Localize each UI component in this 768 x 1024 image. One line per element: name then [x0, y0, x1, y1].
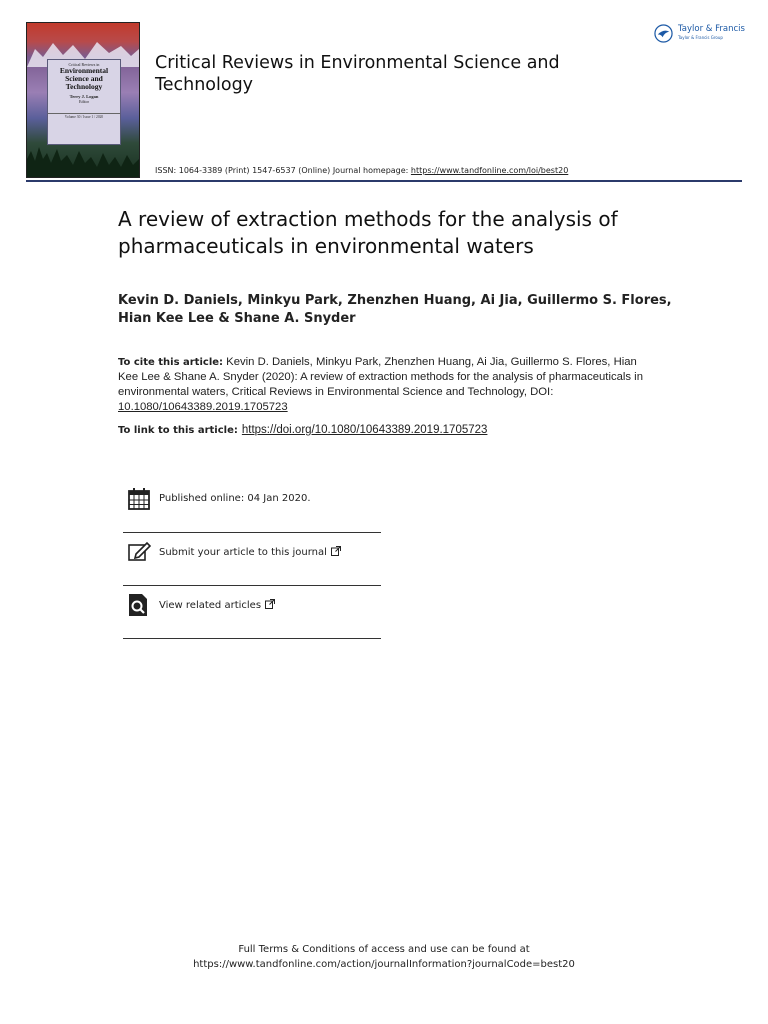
publisher-subname: Taylor & Francis Group [678, 35, 723, 40]
article-link-line [118, 424, 487, 436]
journal-cover-image[interactable] [26, 22, 140, 178]
article-authors: Kevin D. Daniels, Minkyu Park, Zhenzhen Huang, Ai Jia, Guillermo S. Flores, Hian Kee Lee & Shane A. Snyder [118, 293, 672, 326]
related-articles-text: View related articles [159, 600, 262, 611]
publisher-logo[interactable] [654, 23, 748, 45]
external-link-icon [331, 546, 341, 556]
article-doi-url-link[interactable]: https://doi.org/10.1080/10643389.2019.1705723 [241, 424, 488, 436]
issn-line [155, 166, 568, 175]
footer-terms-url[interactable]: https://www.tandfonline.com/action/journalInformation?journalCode=best20 [193, 959, 575, 970]
citation-block [118, 355, 648, 415]
published-online-text: Published online: 04 Jan 2020. [159, 493, 311, 504]
published-online-row [123, 487, 381, 533]
publisher-name: Taylor & Francis [678, 24, 745, 34]
cover-title-line: Environmental [59, 66, 109, 75]
citation-label: To cite this article: [118, 357, 224, 368]
row-divider [123, 532, 381, 533]
cover-volume: Volume 30 / Issue 1 / 2020 [48, 113, 120, 119]
cover-title-panel [47, 59, 121, 145]
submit-article-text: Submit your article to this journal [159, 547, 327, 558]
row-divider [123, 638, 381, 639]
header-divider [26, 180, 742, 182]
footer-terms [0, 942, 768, 972]
related-articles-row[interactable] [123, 593, 381, 639]
related-articles-link[interactable] [159, 599, 275, 611]
article-link-label: To link to this article: [118, 425, 238, 436]
cover-title-line: Science and [65, 74, 103, 83]
cover-series-label: Critical Reviews in [68, 62, 100, 67]
footer-terms-text: Full Terms & Conditions of access and use can be found at [238, 944, 530, 955]
row-divider [123, 585, 381, 586]
search-document-icon [127, 593, 151, 617]
journal-title: Critical Reviews in Environmental Science and Technology [155, 53, 560, 95]
issn-text: ISSN: 1064-3389 (Print) 1547-6537 (Online) Journal homepage: [155, 166, 411, 175]
cover-title-line: Technology [65, 82, 103, 91]
cover-editor: Terry J. Logan [69, 94, 99, 99]
trees-graphic [27, 137, 139, 177]
edit-icon [127, 540, 151, 564]
submit-article-row[interactable] [123, 540, 381, 586]
taylor-francis-logo-icon [654, 24, 673, 43]
calendar-icon [127, 487, 151, 511]
citation-doi-link[interactable]: 10.1080/10643389.2019.1705723 [118, 401, 288, 413]
cover-editor-role: Editor [79, 99, 89, 104]
article-title: A review of extraction methods for the analysis of pharmaceuticals in environmental waters [118, 207, 618, 258]
journal-homepage-link[interactable]: https://www.tandfonline.com/loi/best20 [410, 166, 569, 175]
submit-article-link[interactable] [159, 546, 341, 558]
citation-text: Kevin D. Daniels, Minkyu Park, Zhenzhen Huang, Ai Jia, Guillermo S. Flores, Hian Kee Lee & Shane A. Snyder (2020): A review of extraction methods for the analysis of pharmaceuticals in environmental waters, Critical Reviews in Environmental Science and Technology, DOI: [118, 356, 643, 398]
external-link-icon [265, 599, 275, 609]
